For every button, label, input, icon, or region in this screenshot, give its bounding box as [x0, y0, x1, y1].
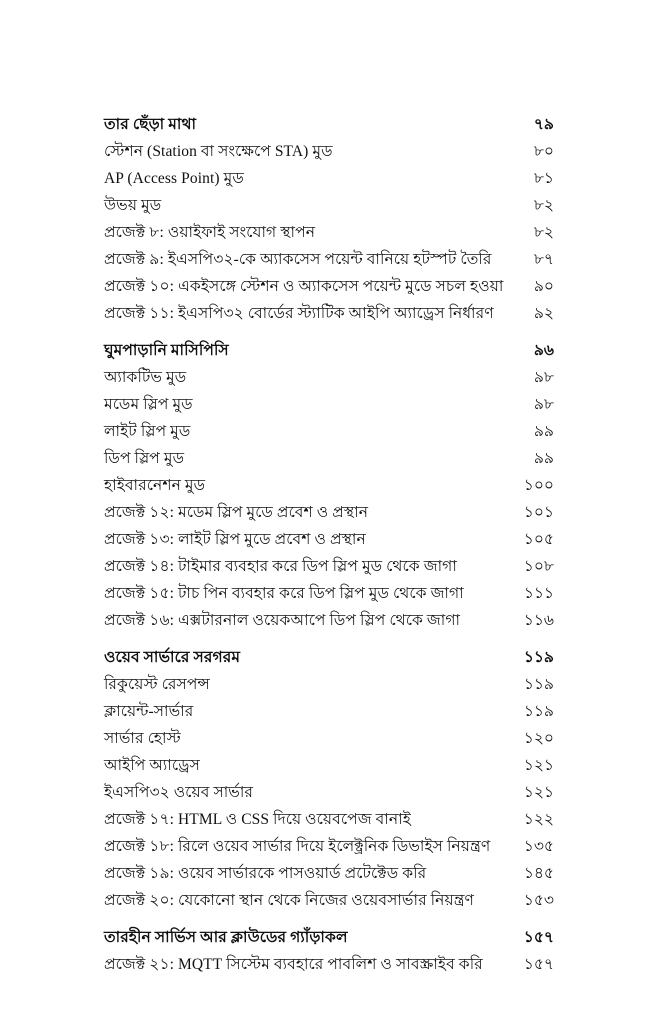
toc-page-number: ১০১ — [523, 504, 554, 521]
toc-entry-title: সার্ভার হোস্ট — [104, 730, 181, 747]
toc-section — [104, 337, 554, 634]
toc-page-number: ৯৯ — [533, 450, 554, 467]
toc-section-heading-row[interactable] — [104, 644, 554, 671]
toc-entry-row[interactable] — [104, 219, 554, 246]
toc-section-heading-row[interactable] — [104, 924, 554, 951]
toc-page-number: ১২২ — [523, 811, 554, 828]
toc-entry-title: AP (Access Point) মুড — [104, 170, 244, 187]
toc-entry-row[interactable] — [104, 671, 554, 698]
toc-page-number: ১১৯ — [523, 676, 554, 693]
toc-entry-row[interactable] — [104, 779, 554, 806]
toc-page-number: ১২০ — [523, 730, 554, 747]
toc-entry-title: ডিপ স্লিপ মুড — [104, 450, 185, 467]
toc-page-number: ৯৮ — [533, 369, 554, 386]
toc-page-number: ৮২ — [533, 224, 554, 241]
toc-page-number: ৮২ — [533, 197, 554, 214]
toc-entry-row[interactable] — [104, 951, 554, 978]
toc-entry-row[interactable] — [104, 246, 554, 273]
toc-list — [104, 111, 554, 978]
toc-entry-row[interactable] — [104, 472, 554, 499]
toc-entry-row[interactable] — [104, 806, 554, 833]
toc-entry-title: প্রজেক্ট ১৩: লাইট স্লিপ মুডে প্রবেশ ও প্রস্থান — [104, 531, 366, 548]
toc-page-number: ১০০ — [523, 477, 554, 494]
toc-entry-title: প্রজেক্ট ২০: যেকোনো স্থান থেকে নিজের ওয়েবসার্ভার নিয়ন্ত্রণ — [104, 892, 475, 909]
toc-page-number: ৯৬ — [533, 342, 554, 359]
toc-entry-row[interactable] — [104, 833, 554, 860]
toc-page-number: ১১১ — [523, 585, 554, 602]
toc-entry-row[interactable] — [104, 580, 554, 607]
toc-entry-title: প্রজেক্ট ৯: ইএসপি৩২-কে অ্যাকসেস পয়েন্ট বানিয়ে হটস্পট তৈরি — [104, 251, 492, 268]
toc-page-number: ১৫৩ — [523, 892, 554, 909]
toc-entry-row[interactable] — [104, 860, 554, 887]
toc-entry-row[interactable] — [104, 445, 554, 472]
toc-section-title: তার ছেঁড়া মাথা — [104, 116, 197, 133]
toc-page-number: ১৫৭ — [523, 956, 554, 973]
toc-entry-row[interactable] — [104, 887, 554, 914]
toc-entry-row[interactable] — [104, 526, 554, 553]
toc-entry-title: প্রজেক্ট ১৪: টাইমার ব্যবহার করে ডিপ স্লিপ মুড থেকে জাগা — [104, 558, 457, 575]
toc-entry-row[interactable] — [104, 499, 554, 526]
toc-section-title: ঘুমপাড়ানি মাসিপিসি — [104, 342, 229, 359]
toc-entry-title: ক্লায়েন্ট-সার্ভার — [104, 703, 194, 720]
toc-page-number: ১১৯ — [523, 703, 554, 720]
toc-entry-title: উভয় মুড — [104, 197, 162, 214]
toc-section-title: ওয়েব সার্ভারে সরগরম — [104, 649, 241, 666]
toc-page-number: ১৫৭ — [523, 929, 554, 946]
toc-entry-row[interactable] — [104, 165, 554, 192]
toc-page-number: ৯০ — [533, 278, 554, 295]
toc-entry-title: ইএসপি৩২ ওয়েব সার্ভার — [104, 784, 254, 801]
toc-entry-title: রিকুয়েস্ট রেসপন্স — [104, 676, 210, 693]
toc-section-title: তারহীন সার্ভিস আর ক্লাউডের গ্যাঁড়াকল — [104, 929, 348, 946]
toc-page-number: ১২১ — [523, 757, 554, 774]
toc-entry-row[interactable] — [104, 364, 554, 391]
toc-entry-title: হাইবারনেশন মুড — [104, 477, 206, 494]
toc-entry-title: প্রজেক্ট ৮: ওয়াইফাই সংযোগ স্থাপন — [104, 224, 316, 241]
toc-page-number: ১০৫ — [523, 531, 554, 548]
toc-entry-row[interactable] — [104, 192, 554, 219]
toc-entry-title: প্রজেক্ট ২১: MQTT সিস্টেম ব্যবহারে পাবলিশ ও সাবস্ক্রাইব করি — [104, 956, 483, 973]
toc-entry-title: প্রজেক্ট ১৬: এক্সটারনাল ওয়েকআপে ডিপ স্লিপ থেকে জাগা — [104, 612, 461, 629]
toc-page-number: ১১৯ — [523, 649, 554, 666]
toc-entry-row[interactable] — [104, 725, 554, 752]
toc-section-heading-row[interactable] — [104, 111, 554, 138]
toc-entry-title: প্রজেক্ট ১৮: রিলে ওয়েব সার্ভার দিয়ে ইলেক্ট্রনিক ডিভাইস নিয়ন্ত্রণ — [104, 838, 491, 855]
toc-entry-title: লাইট স্লিপ মুড — [104, 423, 191, 440]
toc-entry-title: প্রজেক্ট ১৫: টাচ পিন ব্যবহার করে ডিপ স্লিপ মুড থেকে জাগা — [104, 585, 464, 602]
toc-entry-title: প্রজেক্ট ১২: মডেম স্লিপ মুডে প্রবেশ ও প্রস্থান — [104, 504, 369, 521]
toc-section — [104, 644, 554, 914]
toc-entry-title: আইপি অ্যাড্রেস — [104, 757, 200, 774]
toc-page-number: ৮০ — [533, 143, 554, 160]
toc-entry-title: স্টেশন (Station বা সংক্ষেপে STA) মুড — [104, 143, 333, 160]
toc-entry-row[interactable] — [104, 273, 554, 300]
toc-page-number: ১৪৫ — [523, 865, 554, 882]
toc-section — [104, 924, 554, 978]
toc-page-number: ১০৮ — [523, 558, 554, 575]
toc-entry-title: প্রজেক্ট ১৭: HTML ও CSS দিয়ে ওয়েবপেজ বানাই — [104, 811, 411, 828]
toc-page-number: ৮৭ — [533, 251, 554, 268]
toc-page-number: ১২১ — [523, 784, 554, 801]
toc-page-number: ৯২ — [533, 305, 554, 322]
toc-entry-title: প্রজেক্ট ১০: একইসঙ্গে স্টেশন ও অ্যাকসেস পয়েন্ট মুডে সচল হওয়া — [104, 278, 504, 295]
toc-entry-title: অ্যাকটিভ মুড — [104, 369, 187, 386]
toc-page-number: ৯৯ — [533, 423, 554, 440]
toc-page-number: ১৩৫ — [523, 838, 554, 855]
toc-entry-row[interactable] — [104, 698, 554, 725]
toc-page-number: ৯৮ — [533, 396, 554, 413]
toc-entry-row[interactable] — [104, 138, 554, 165]
toc-entry-title: মডেম স্লিপ মুড — [104, 396, 193, 413]
toc-entry-row[interactable] — [104, 300, 554, 327]
toc-section-heading-row[interactable] — [104, 337, 554, 364]
toc-entry-row[interactable] — [104, 607, 554, 634]
toc-page-number: ৭৯ — [533, 116, 554, 133]
toc-entry-title: প্রজেক্ট ১১: ইএসপি৩২ বোর্ডের স্ট্যাটিক আইপি অ্যাড্রেস নির্ধারণ — [104, 305, 494, 322]
toc-page-number: ১১৬ — [523, 612, 554, 629]
toc-page-number: ৮১ — [533, 170, 554, 187]
toc-entry-row[interactable] — [104, 418, 554, 445]
toc-entry-row[interactable] — [104, 553, 554, 580]
toc-entry-row[interactable] — [104, 391, 554, 418]
toc-entry-title: প্রজেক্ট ১৯: ওয়েব সার্ভারকে পাসওয়ার্ড প্রটেক্টেড করি — [104, 865, 427, 882]
toc-entry-row[interactable] — [104, 752, 554, 779]
toc-section — [104, 111, 554, 327]
